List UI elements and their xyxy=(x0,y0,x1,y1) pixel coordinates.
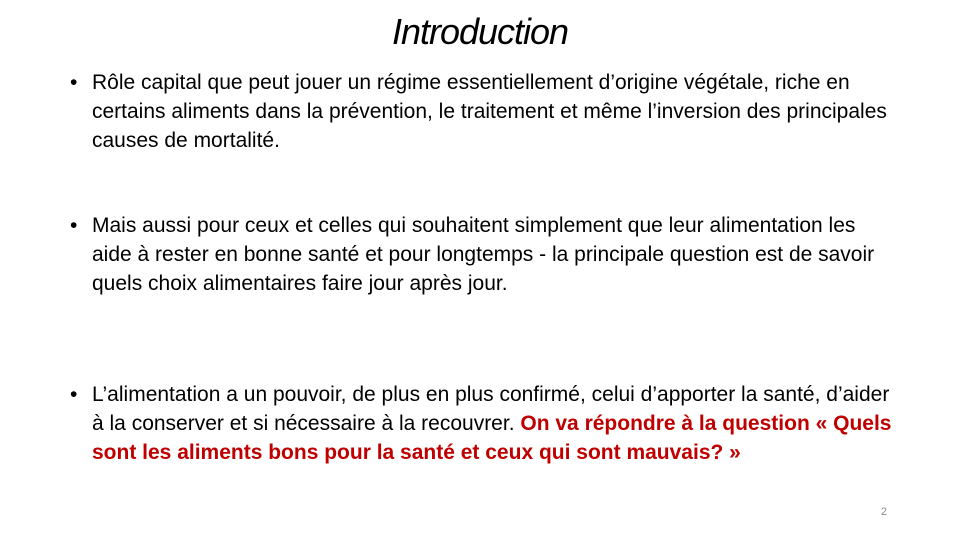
bullet-marker: • xyxy=(70,383,78,406)
bullet-text: L’alimentation a un pouvoir, de plus en plus confirmé, celui d’apporter la santé, d’aider à la conserver et si nécessaire à la recouvrer. xyxy=(92,383,890,435)
slide-title: Introduction xyxy=(391,11,569,52)
bullet-marker: • xyxy=(70,71,78,94)
bullet-text: Mais aussi pour ceux et celles qui souhaitent simplement que leur alimentation les aide à rester en bonne santé et pour longtemps - la principale question est de savoir quels choix alimentaires faire jour après jour. xyxy=(92,214,875,295)
bullet-item xyxy=(70,68,892,155)
bullet-marker: • xyxy=(70,214,78,237)
bullet-highlight-text: On va répondre à la question « Quels sont les aliments bons pour la santé et ceux qui sont mauvais? » xyxy=(92,412,892,464)
bullet-text: Rôle capital que peut jouer un régime essentiellement d’origine végétale, riche en certains aliments dans la prévention, le traitement et même l’inversion des principales causes de mortalité. xyxy=(92,71,887,152)
bullet-item xyxy=(70,211,892,298)
page-number: 2 xyxy=(880,506,887,518)
bullet-item xyxy=(70,380,892,467)
